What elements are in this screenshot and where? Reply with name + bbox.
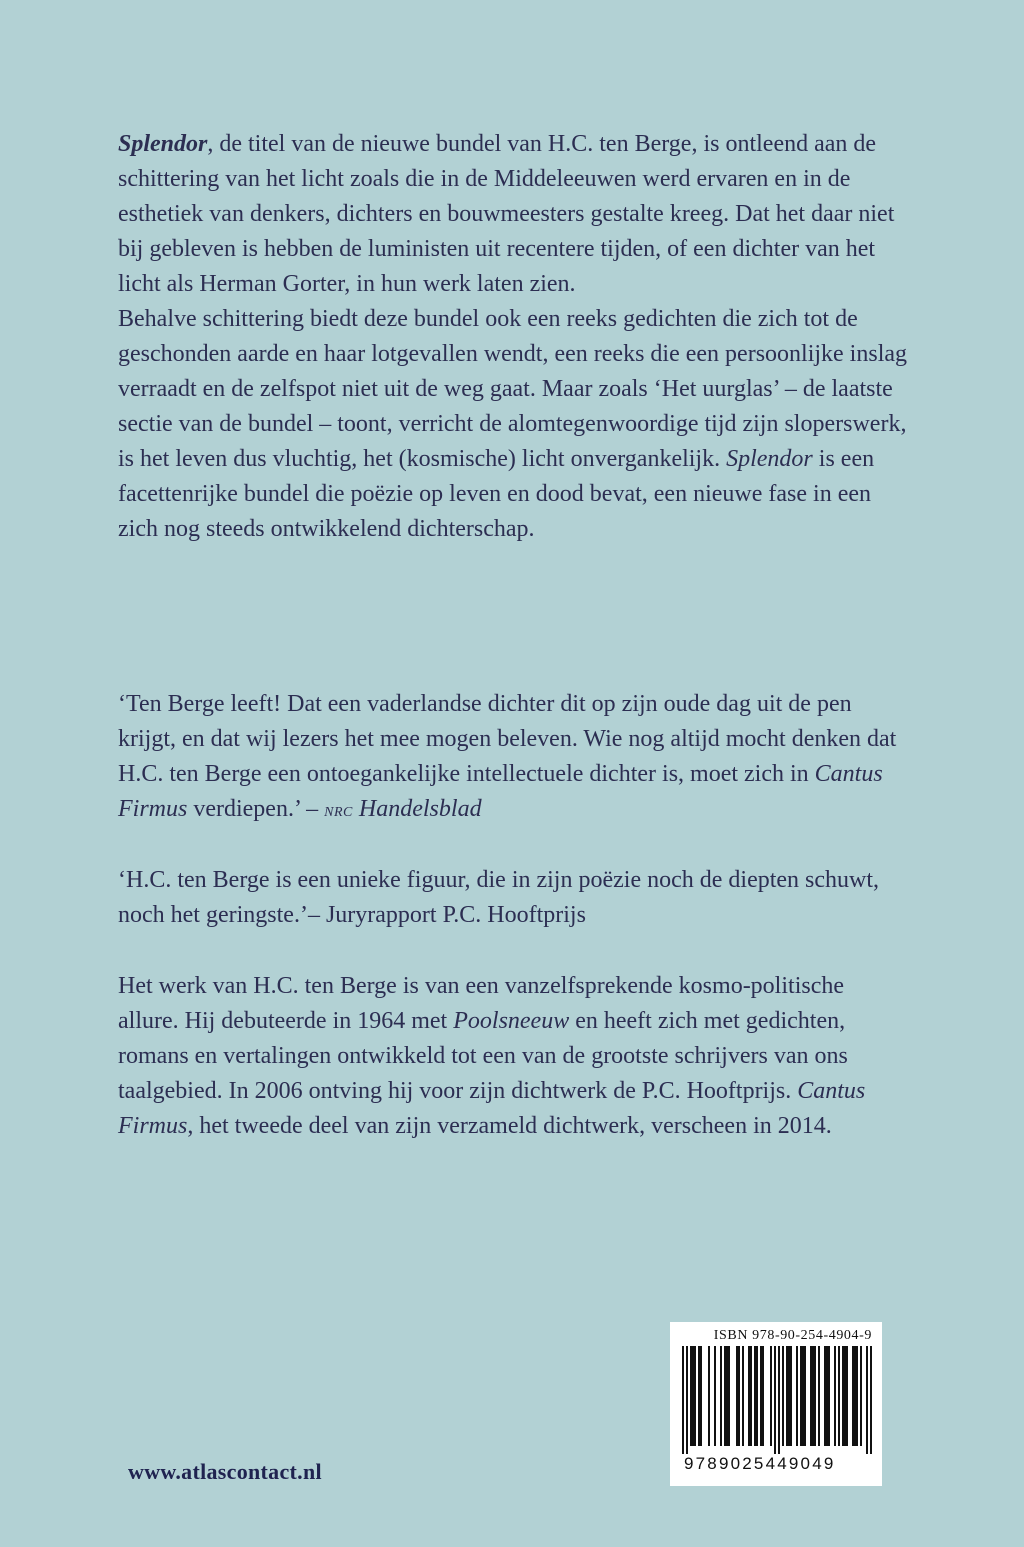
blurb-paragraph-1: Splendor, de titel van de nieuwe bundel van H.C. ten Berge, is ontleend aan de schittering van het licht zoals die in de Middeleeuwen werd ervaren en in de esthetiek van denkers, dichters en bouwmeesters gestalte kreeg. Dat het daar niet bij gebleven is hebben de luministen uit recentere tijden, of een dichter van het licht als Herman Gorter, in hun werk laten zien. Behalve schittering biedt deze bundel ook een reeks gedichten die zich tot de geschonden aarde en haar lotgevallen wendt, een reeks die een persoonlijke inslag verraadt en de zelfspot niet uit de weg gaat. Maar zoals ‘Het uurglas’ – de laatste sectie van de bundel – toont, verricht de alomtegenwoordige tijd zijn sloperswerk, is het leven dus vluchtig, het (kosmische) licht onvergankelijk. Splendor is een facettenrijke bundel die poëzie op leven en dood bevat, een nieuwe fase in een zich nog steeds ontwikkelend dichterschap. bbox=[118, 127, 908, 547]
barcode-bar bbox=[782, 1346, 784, 1446]
barcode-bar bbox=[750, 1346, 752, 1446]
barcode-bar bbox=[800, 1346, 802, 1446]
barcode-bar bbox=[866, 1346, 868, 1454]
barcode-bar bbox=[814, 1346, 816, 1446]
blurb-paragraph-2: Behalve schittering biedt deze bundel ook een reeks gedichten die zich tot de geschonden aarde en haar lotgevallen wendt, een reeks die een persoonlijke inslag verraadt en de zelfspot niet uit de weg gaat. Maar zoals ‘Het uurglas’ – de laatste sectie van de bundel – toont, verricht de alomtegenwoordige tijd zijn sloperswerk, is het leven dus vluchtig, het (kosmische) licht onvergankelijk. Splendor is een facettenrijke bundel die poëzie op leven en dood bevat, een nieuwe fase in een zich nog steeds ontwikkelend dichterschap. bbox=[118, 306, 908, 542]
barcode-bar bbox=[854, 1346, 856, 1446]
barcode-bar bbox=[762, 1346, 764, 1446]
barcode-bar bbox=[856, 1346, 858, 1446]
barcode-bar bbox=[724, 1346, 726, 1446]
barcode-bar bbox=[796, 1346, 798, 1446]
ean-digits: 9789025449049 bbox=[684, 1454, 836, 1473]
isbn-label: ISBN 978-90-254-4904-9 bbox=[713, 1328, 872, 1343]
publisher-url[interactable]: www.atlascontact.nl bbox=[128, 1459, 322, 1484]
barcode-bar bbox=[774, 1346, 776, 1454]
review-quote-nrc: ‘Ten Berge leeft! Dat een vaderlandse dichter dit op zijn oude dag uit de pen krijgt, en dat wij lezers het mee mogen beleven. Wie nog altijd mocht denken dat H.C. ten Berge een ontoegankelijke intellectuele dichter is, moet zich in Cantus Firmus verdiepen.’ – nrc Handelsblad bbox=[118, 691, 897, 822]
barcode-bar bbox=[728, 1346, 730, 1446]
barcode-bar bbox=[802, 1346, 804, 1446]
barcode-bar bbox=[714, 1346, 716, 1446]
barcode-bar bbox=[852, 1346, 854, 1446]
barcode-bars bbox=[678, 1346, 874, 1454]
barcode-bar bbox=[812, 1346, 814, 1446]
barcode-bar bbox=[810, 1346, 812, 1446]
barcode-bar bbox=[682, 1346, 684, 1454]
barcode-bar bbox=[778, 1346, 780, 1454]
barcode-bar bbox=[756, 1346, 758, 1446]
barcode-bar bbox=[742, 1346, 744, 1446]
barcode-bar bbox=[708, 1346, 710, 1446]
barcode-bar bbox=[694, 1346, 696, 1446]
barcode-bar bbox=[790, 1346, 792, 1446]
barcode-bar bbox=[788, 1346, 790, 1446]
barcode-bar bbox=[738, 1346, 740, 1446]
barcode-bar bbox=[786, 1346, 788, 1446]
barcode-bar bbox=[770, 1346, 772, 1446]
barcode-bar bbox=[870, 1346, 872, 1454]
barcode-bar bbox=[818, 1346, 820, 1446]
barcode-bar bbox=[842, 1346, 844, 1446]
review-quote-jury: ‘H.C. ten Berge is een unieke figuur, die in zijn poëzie noch de diepten schuwt, noch het geringste.’– Juryrapport P.C. Hooftprijs bbox=[118, 867, 880, 928]
barcode-bar bbox=[754, 1346, 756, 1446]
barcode-bar bbox=[804, 1346, 806, 1446]
barcode-bar bbox=[748, 1346, 750, 1446]
barcode-bar bbox=[690, 1346, 692, 1446]
barcode-bar bbox=[826, 1346, 828, 1446]
barcode-bar bbox=[846, 1346, 848, 1446]
barcode-bar bbox=[838, 1346, 840, 1446]
quote-source: nrc bbox=[324, 799, 353, 821]
barcode-bar bbox=[860, 1346, 862, 1446]
barcode-bar bbox=[692, 1346, 694, 1446]
barcode-bar bbox=[760, 1346, 762, 1446]
isbn-barcode bbox=[670, 1322, 882, 1486]
barcode-bar bbox=[726, 1346, 728, 1446]
author-bio: Het werk van H.C. ten Berge is van een vanzelfsprekende kosmo-politische allure. Hij debuteerde in 1964 met Poolsneeuw en heeft zich met gedichten, romans en vertalingen ontwikkeld tot een van de grootste schrijvers van ons taalgebied. In 2006 ontving hij voor zijn dichtwerk de P.C. Hooftprijs. Cantus Firmus, het tweede deel van zijn verzameld dichtwerk, verscheen in 2014. bbox=[118, 973, 866, 1139]
barcode-bar bbox=[844, 1346, 846, 1446]
barcode-bar bbox=[698, 1346, 700, 1446]
barcode-bar bbox=[824, 1346, 826, 1446]
barcode-bar bbox=[686, 1346, 688, 1454]
barcode-bar bbox=[828, 1346, 830, 1446]
book-title: Splendor bbox=[118, 131, 208, 157]
barcode-bar bbox=[700, 1346, 702, 1446]
barcode-bar bbox=[736, 1346, 738, 1446]
barcode-bar bbox=[834, 1346, 836, 1446]
barcode-bar bbox=[720, 1346, 722, 1446]
